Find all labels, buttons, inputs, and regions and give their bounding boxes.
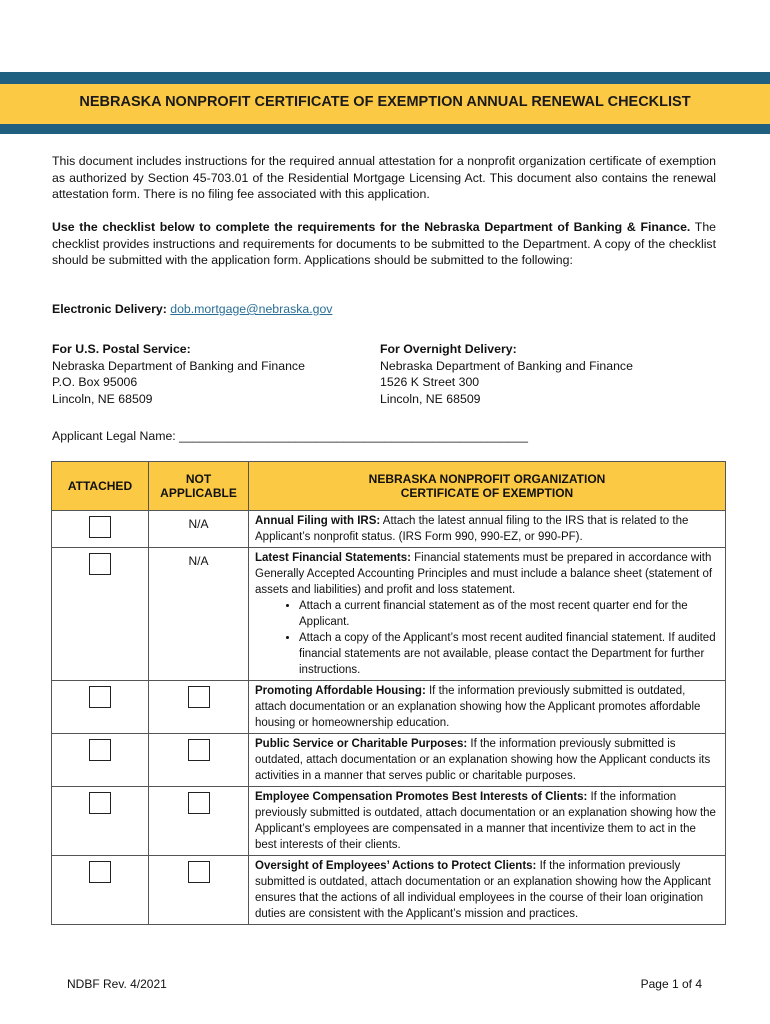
applicant-legal-name	[52, 429, 528, 443]
attached-checkbox[interactable]	[89, 686, 111, 708]
postal-line: P.O. Box 95006	[52, 375, 138, 389]
header-organization	[249, 462, 726, 511]
not-applicable-cell	[149, 681, 249, 734]
requirement-text: If the information previously submitted is outdated, attach documentation or an explanation showing how the Applicant promotes affordable housing or homeownership education.	[255, 685, 701, 729]
header-not-applicable	[149, 462, 249, 511]
requirement-title: Public Service or Charitable Purposes:	[255, 738, 468, 750]
not-applicable-checkbox[interactable]	[188, 861, 210, 883]
header-organization-line: NEBRASKA NONPROFIT ORGANIZATION	[368, 472, 606, 486]
requirement-text: Attach the latest annual filing to the IRS that is related to the Applicant’s nonprofit status. (IRS Form 990, 990-EZ, or 990-PF).	[255, 515, 689, 543]
table-row	[52, 681, 726, 734]
table-row	[52, 548, 726, 681]
overnight-line: 1526 K Street 300	[380, 375, 480, 389]
electronic-delivery	[52, 301, 716, 318]
instructions-text: The checklist provides instructions and requirements for documents to be submitted to the Department. A copy of the checklist should be submitted with the application form. Applications should be submitted to the following:	[52, 220, 716, 267]
applicant-legal-name-field[interactable]: ___________________________________________________	[179, 429, 528, 443]
requirement-bullet: • Attach a copy of the Applicant’s most recent audited financial statement. If audited financial statements are not available, please contact the Department for further instructions.	[299, 630, 719, 678]
header-not-applicable-line: NOT	[185, 472, 212, 486]
attached-cell	[52, 681, 149, 734]
attached-cell	[52, 511, 149, 548]
requirement-cell	[249, 787, 726, 856]
instructions-bold-text: Use the checklist below to complete the requirements for the Nebraska Department of Banking & Finance.	[52, 220, 691, 234]
attached-checkbox[interactable]	[89, 516, 111, 538]
intro-paragraph: This document includes instructions for the required annual attestation for a nonprofit organization certificate of exemption as authorized by Section 45-703.01 of the Residential Mortgage Licensing Act. This document also contains the renewal attestation form. There is no filing fee associated with this application.	[52, 154, 716, 201]
attached-checkbox[interactable]	[89, 792, 111, 814]
requirement-title: Promoting Affordable Housing:	[255, 685, 426, 697]
requirement-cell	[249, 856, 726, 925]
requirement-title: Latest Financial Statements:	[255, 552, 411, 564]
requirement-title: Oversight of Employees’ Actions to Protect Clients:	[255, 860, 537, 872]
requirement-cell	[249, 511, 726, 548]
document-title: NEBRASKA NONPROFIT CERTIFICATE OF EXEMPTION ANNUAL RENEWAL CHECKLIST	[79, 94, 691, 110]
not-applicable-cell	[149, 856, 249, 925]
attached-cell	[52, 548, 149, 681]
header-not-applicable-line: APPLICABLE	[160, 486, 237, 500]
postal-address	[52, 341, 305, 407]
header-organization-line: CERTIFICATE OF EXEMPTION	[400, 486, 574, 500]
requirement-text: If the information previously submitted is outdated, attach documentation or an explanation showing how the Applicant’s employees are compensated in a manner that incentivize them to act in the best interests of their clients.	[255, 791, 716, 851]
requirement-title: Employee Compensation Promotes Best Interests of Clients:	[255, 791, 588, 803]
table-row	[52, 856, 726, 925]
requirement-bullets	[255, 598, 719, 678]
applicant-legal-name-label: Applicant Legal Name:	[52, 429, 180, 443]
overnight-label: For Overnight Delivery:	[380, 342, 517, 356]
table-row	[52, 511, 726, 548]
header-band-top	[0, 72, 770, 84]
requirement-text: If the information previously submitted is outdated, attach documentation or an explanation showing how the Applicant conducts its activities in a manner that serves public or charitable purposes.	[255, 738, 711, 782]
requirement-cell	[249, 681, 726, 734]
not-applicable-checkbox[interactable]	[188, 739, 210, 761]
not-applicable-cell	[149, 734, 249, 787]
overnight-address	[380, 341, 633, 407]
overnight-line: Nebraska Department of Banking and Finance	[380, 358, 633, 373]
attached-cell	[52, 787, 149, 856]
requirement-bullet: • Attach a current financial statement as of the most recent quarter end for the Applicant.	[299, 598, 719, 630]
not-applicable-cell: N/A	[149, 511, 249, 548]
not-applicable-checkbox[interactable]	[188, 686, 210, 708]
requirement-text: If the information previously submitted is outdated, attach documentation or an explanation showing how the Applicant ensures that the actions of all individual employees in the course of their loan origination duties are consistent with the Applicant’s mission and practices.	[255, 860, 711, 920]
table-row	[52, 787, 726, 856]
not-applicable-checkbox[interactable]	[188, 792, 210, 814]
attached-cell	[52, 734, 149, 787]
checklist-header-row	[52, 462, 726, 511]
postal-line: Nebraska Department of Banking and Finance	[52, 358, 305, 373]
header-attached: ATTACHED	[52, 462, 149, 511]
requirement-cell	[249, 734, 726, 787]
attached-cell	[52, 856, 149, 925]
postal-line: Lincoln, NE 68509	[52, 391, 153, 406]
not-applicable-cell: N/A	[149, 548, 249, 681]
header-band-bottom	[0, 124, 770, 134]
postal-label: For U.S. Postal Service:	[52, 342, 191, 356]
checklist-table	[51, 461, 726, 925]
overnight-line: Lincoln, NE 68509	[380, 391, 481, 406]
instructions-paragraph	[52, 219, 716, 269]
electronic-delivery-label: Electronic Delivery:	[52, 302, 167, 316]
footer-revision: NDBF Rev. 4/2021	[67, 977, 167, 991]
electronic-delivery-email-link[interactable]: dob.mortgage@nebraska.gov	[170, 302, 333, 316]
attached-checkbox[interactable]	[89, 553, 111, 575]
requirement-text: Financial statements must be prepared in accordance with Generally Accepted Accounting Principles and must include a balance sheet (statement of assets and liabilities) and profit and loss statement.	[255, 552, 713, 596]
table-row	[52, 734, 726, 787]
requirement-cell	[249, 548, 726, 681]
footer-page-number: Page 1 of 4	[640, 977, 702, 991]
attached-checkbox[interactable]	[89, 739, 111, 761]
not-applicable-cell	[149, 787, 249, 856]
requirement-title: Annual Filing with IRS:	[255, 515, 381, 527]
attached-checkbox[interactable]	[89, 861, 111, 883]
